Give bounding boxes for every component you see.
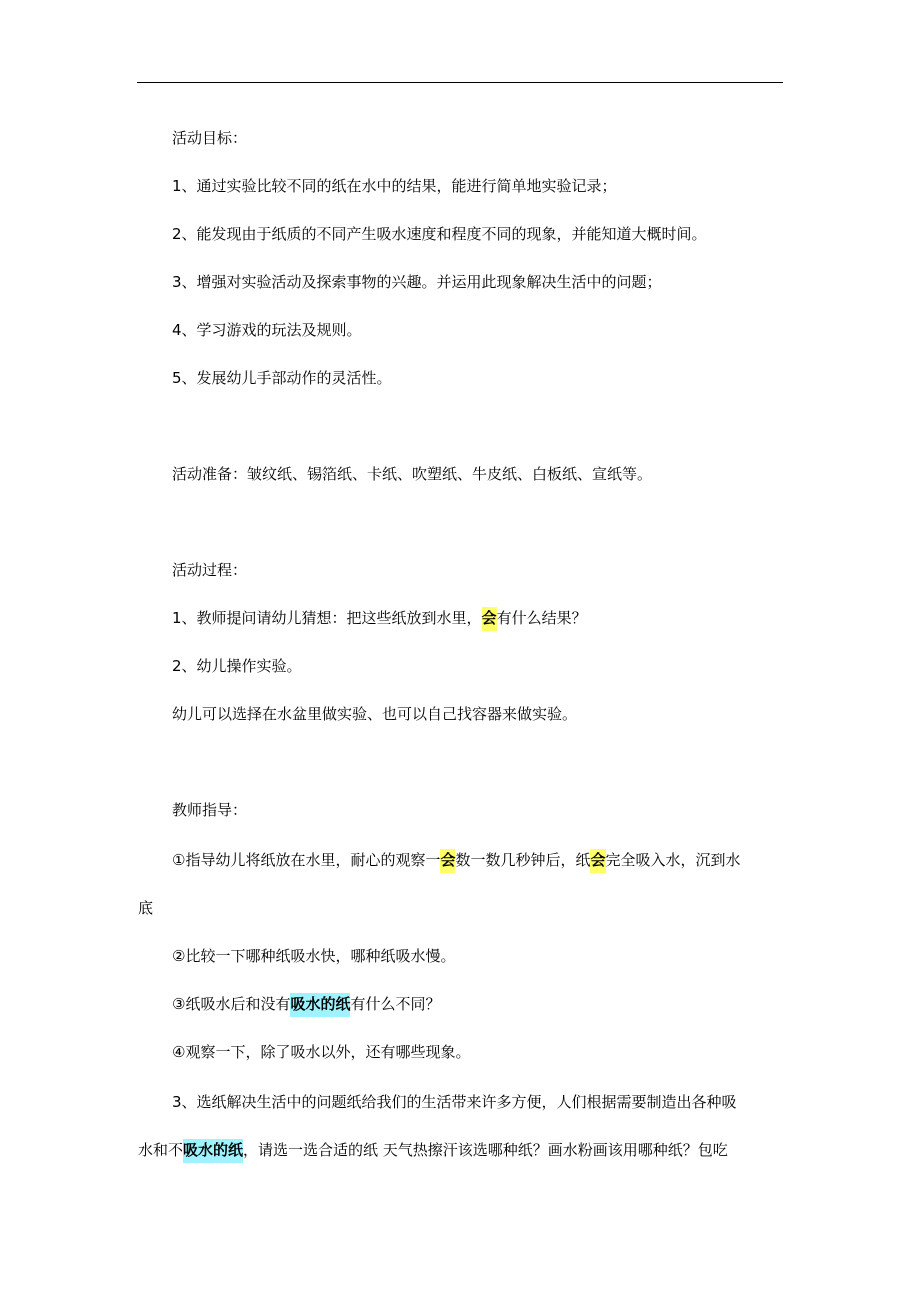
goal-item-1: 1、通过实验比较不同的纸在水中的结果，能进行简单地实验记录； — [172, 177, 617, 195]
guide-item-1-text: ①指导幼儿将纸放在水里，耐心的观察一 — [172, 851, 441, 869]
process-step-3-line-1: 3、选纸解决生活中的问题纸给我们的生活带来许多方便，人们根据需要制造出各种吸 — [172, 1093, 737, 1111]
process-step-1-text: 1、教师提问请幼儿猜想：把这些纸放到水里， — [172, 609, 482, 627]
highlight-mark: 吸水的纸 — [290, 993, 350, 1017]
guide-item-4: ④观察一下，除了吸水以外，还有哪些现象。 — [172, 1043, 471, 1061]
process-step-1 — [172, 607, 587, 629]
process-step-1-text-end: 有什么结果？ — [496, 609, 587, 627]
guide-item-2: ②比较一下哪种纸吸水快，哪种纸吸水慢。 — [172, 947, 456, 965]
process-step-3-line-2 — [138, 1139, 728, 1161]
process-step-2: 2、幼儿操作实验。 — [172, 657, 302, 675]
highlight-mark: 会 — [590, 849, 605, 873]
guide-item-3 — [172, 993, 440, 1015]
header-rule — [137, 82, 783, 83]
guide-item-1-text-end: 完全吸入水，沉到水 — [605, 851, 741, 869]
process-step-3-text: 水和不 — [138, 1141, 184, 1159]
goals-heading: 活动目标： — [172, 129, 248, 147]
guide-item-1 — [172, 849, 741, 871]
process-step-2-note: 幼儿可以选择在水盆里做实验、也可以自己找容器来做实验。 — [172, 705, 578, 723]
guide-item-3-text-end: 有什么不同？ — [350, 995, 441, 1013]
highlight-mark: 吸水的纸 — [183, 1139, 243, 1163]
goal-item-5: 5、发展幼儿手部动作的灵活性。 — [172, 369, 392, 387]
guidance-heading: 教师指导： — [172, 801, 248, 819]
process-step-3-text-end: ，请选一选合适的纸 天气热擦汗该选哪种纸？画水粉画该用哪种纸？包吃 — [243, 1141, 728, 1159]
goal-item-3: 3、增强对实验活动及探索事物的兴趣。并运用此现象解决生活中的问题； — [172, 273, 662, 291]
guide-item-3-text: ③纸吸水后和没有 — [172, 995, 291, 1013]
highlight-mark: 会 — [440, 849, 455, 873]
preparation-line: 活动准备：皱纹纸、锡箔纸、卡纸、吹塑纸、牛皮纸、白板纸、宣纸等。 — [172, 465, 653, 483]
guide-item-1-text-mid: 数一数几秒钟后，纸 — [455, 851, 591, 869]
goal-item-4: 4、学习游戏的玩法及规则。 — [172, 321, 362, 339]
highlight-mark: 会 — [482, 607, 497, 631]
goal-item-2: 2、能发现由于纸质的不同产生吸水速度和程度不同的现象，并能知道大概时间。 — [172, 225, 707, 243]
guide-item-1-wrap: 底 — [138, 899, 154, 917]
process-heading: 活动过程： — [172, 561, 248, 579]
